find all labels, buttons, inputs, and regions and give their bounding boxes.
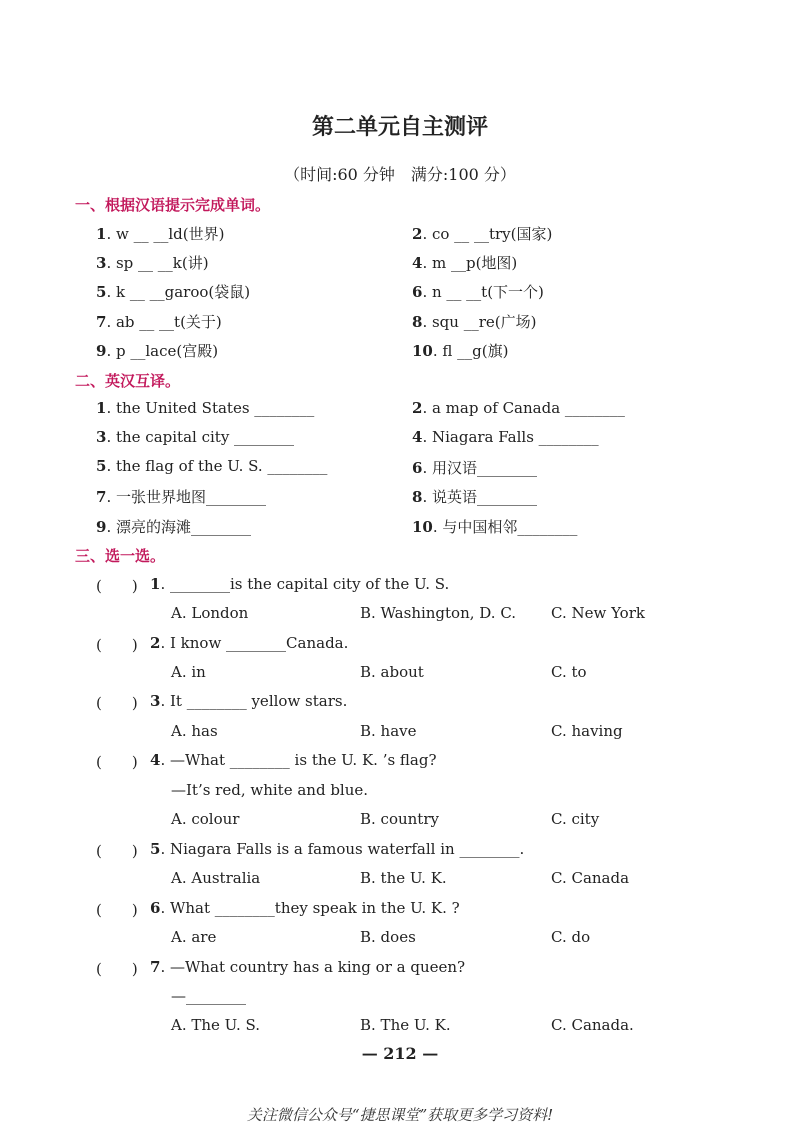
question-stem: 4. —What ________ is the U. K. ’s flag?	[150, 751, 437, 769]
answer-bracket[interactable]: ( )	[96, 753, 138, 771]
list-item: 8. 说英语________	[412, 488, 537, 506]
option-a: A. The U. S.	[171, 1016, 260, 1034]
option-b: B. the U. K.	[360, 869, 447, 887]
question-stem: 6. What ________they speak in the U. K. ?	[150, 899, 460, 917]
question-stem: 5. Niagara Falls is a famous waterfall in ________.	[150, 840, 525, 858]
option-b: B. Washington, D. C.	[360, 604, 517, 622]
dialogue-response: —________	[171, 987, 246, 1005]
list-item: 5. the flag of the U. S. ________	[96, 457, 328, 475]
section-2-heading: 二、英汉互译。	[75, 372, 181, 390]
exam-info: （时间:60 分钟 满分:100 分）	[284, 165, 516, 184]
option-c: C. having	[551, 722, 623, 740]
list-item: 7. 一张世界地图________	[96, 488, 266, 506]
list-item: 5. k __ __garoo(袋鼠)	[96, 283, 251, 301]
list-item: 4. m __p(地图)	[412, 254, 518, 272]
option-c: C. city	[551, 810, 600, 828]
list-item: 9. 漂亮的海滩________	[96, 518, 251, 536]
question-stem: 2. I know ________Canada.	[150, 634, 349, 652]
dialogue-response: —It’s red, white and blue.	[171, 781, 369, 799]
answer-bracket[interactable]: ( )	[96, 577, 138, 595]
question-stem: 3. It ________ yellow stars.	[150, 692, 348, 710]
option-a: A. are	[171, 928, 217, 946]
section-3-heading: 三、选一选。	[75, 547, 166, 565]
option-a: A. Australia	[171, 869, 261, 887]
option-b: B. country	[360, 810, 439, 828]
list-item: 3. the capital city ________	[96, 428, 295, 446]
answer-bracket[interactable]: ( )	[96, 960, 138, 978]
option-c: C. New York	[551, 604, 645, 622]
list-item: 9. p __lace(宫殿)	[96, 342, 219, 360]
list-item: 6. n __ __t(下一个)	[412, 283, 544, 301]
option-b: B. The U. K.	[360, 1016, 451, 1034]
list-item: 1. the United States ________	[96, 399, 315, 417]
option-a: A. colour	[171, 810, 240, 828]
footer-note: 关注微信公众号“捷思课堂”获取更多学习资料!	[246, 1106, 554, 1124]
answer-bracket[interactable]: ( )	[96, 842, 138, 860]
option-c: C. do	[551, 928, 591, 946]
option-a: A. London	[171, 604, 249, 622]
option-b: B. about	[360, 663, 424, 681]
answer-bracket[interactable]: ( )	[96, 901, 138, 919]
list-item: 8. squ __re(广场)	[412, 313, 537, 331]
list-item: 3. sp __ __k(讲)	[96, 254, 209, 272]
option-b: B. does	[360, 928, 416, 946]
option-a: A. has	[171, 722, 218, 740]
page-title: 第二单元自主测评	[311, 115, 488, 140]
list-item: 4. Niagara Falls ________	[412, 428, 599, 446]
answer-bracket[interactable]: ( )	[96, 694, 138, 712]
list-item: 7. ab __ __t(关于)	[96, 313, 222, 331]
list-item: 1. w __ __ld(世界)	[96, 225, 225, 243]
page-number: — 212 —	[361, 1044, 439, 1063]
list-item: 10. 与中国相邻________	[412, 518, 578, 536]
option-a: A. in	[171, 663, 206, 681]
option-c: C. Canada.	[551, 1016, 634, 1034]
question-stem: 7. —What country has a king or a queen?	[150, 958, 466, 976]
list-item: 2. co __ __try(国家)	[412, 225, 553, 243]
answer-bracket[interactable]: ( )	[96, 636, 138, 654]
question-stem: 1. ________is the capital city of the U. S.	[150, 575, 450, 593]
option-b: B. have	[360, 722, 417, 740]
list-item: 10. fl __g(旗)	[412, 342, 509, 360]
list-item: 6. 用汉语________	[412, 459, 537, 477]
list-item: 2. a map of Canada ________	[412, 399, 625, 417]
option-c: C. to	[551, 663, 587, 681]
option-c: C. Canada	[551, 869, 630, 887]
section-1-heading: 一、根据汉语提示完成单词。	[75, 196, 271, 214]
